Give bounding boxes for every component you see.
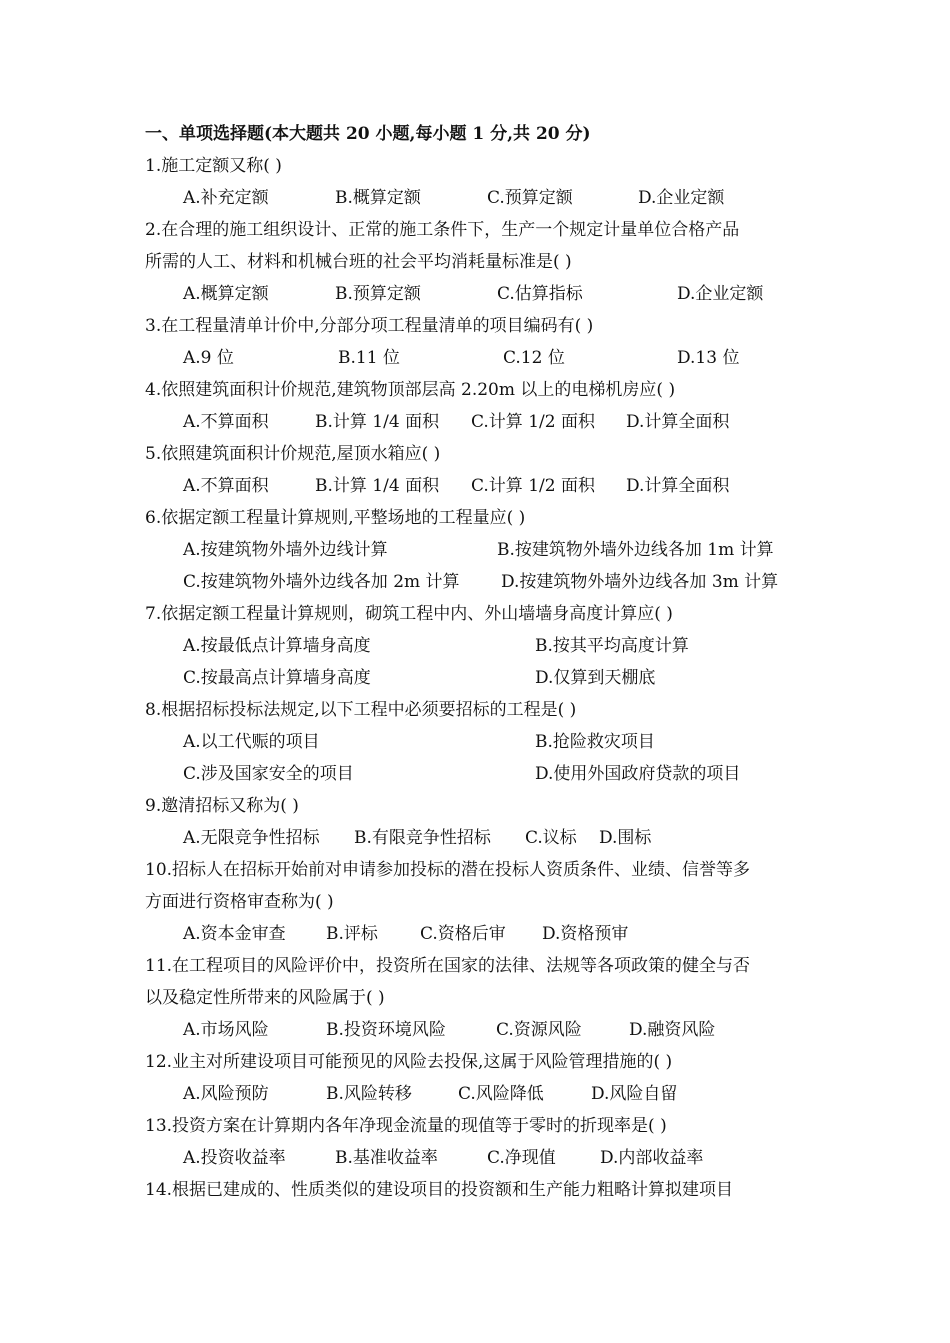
question-stem-line: 10.招标人在招标开始前对申请参加投标的潜在投标人资质条件、业绩、信誉等多 bbox=[145, 860, 751, 880]
options-row bbox=[145, 1142, 825, 1174]
options-row bbox=[145, 182, 825, 214]
question-1 bbox=[145, 150, 825, 214]
option-d: D.仅算到天棚底 bbox=[535, 668, 656, 688]
question-4 bbox=[145, 374, 825, 438]
question-11 bbox=[145, 950, 825, 1046]
question-stem-line: 2.在合理的施工组织设计、正常的施工条件下，生产一个规定计量单位合格产品 bbox=[145, 220, 740, 240]
options-row bbox=[145, 406, 825, 438]
option-b: B.按其平均高度计算 bbox=[535, 636, 689, 656]
option-c: C.按建筑物外墙外边线各加 2m 计算 bbox=[183, 572, 460, 592]
option-c: C.资源风险 bbox=[496, 1020, 582, 1040]
option-c: C.涉及国家安全的项目 bbox=[183, 764, 354, 784]
option-b: B.预算定额 bbox=[335, 284, 421, 304]
option-b: B.计算 1/4 面积 bbox=[315, 476, 440, 496]
options-row bbox=[145, 726, 825, 758]
options-row bbox=[145, 534, 825, 566]
option-b: B.投资环境风险 bbox=[326, 1020, 446, 1040]
question-9 bbox=[145, 790, 825, 854]
question-stem-line: 11.在工程项目的风险评价中，投资所在国家的法律、法规等各项政策的健全与否 bbox=[145, 956, 751, 976]
question-stem-line: 4.依照建筑面积计价规范,建筑物顶部层高 2.20m 以上的电梯机房应( ) bbox=[145, 380, 676, 400]
question-stem-line: 所需的人工、材料和机械台班的社会平均消耗量标准是( ) bbox=[145, 252, 572, 272]
question-3 bbox=[145, 310, 825, 374]
question-14 bbox=[145, 1174, 825, 1206]
option-a: A.不算面积 bbox=[183, 476, 269, 496]
option-b: B.计算 1/4 面积 bbox=[315, 412, 440, 432]
options-row bbox=[145, 470, 825, 502]
option-d: D.计算全面积 bbox=[626, 476, 730, 496]
option-b: B.风险转移 bbox=[326, 1084, 412, 1104]
question-13 bbox=[145, 1110, 825, 1174]
option-c: C.议标 bbox=[525, 828, 577, 848]
option-b: B.概算定额 bbox=[335, 188, 421, 208]
option-a: A.按建筑物外墙外边线计算 bbox=[183, 540, 388, 560]
question-10 bbox=[145, 854, 825, 950]
option-d: D.计算全面积 bbox=[626, 412, 730, 432]
option-b: B.基准收益率 bbox=[335, 1148, 438, 1168]
question-stem-line: 以及稳定性所带来的风险属于( ) bbox=[145, 988, 385, 1008]
option-b: B.有限竞争性招标 bbox=[354, 828, 491, 848]
option-a: A.以工代赈的项目 bbox=[183, 732, 320, 752]
option-c: C.净现值 bbox=[487, 1148, 556, 1168]
question-stem-line: 9.邀清招标又称为( ) bbox=[145, 796, 299, 816]
section-heading: 一、单项选择题(本大题共 20 小题,每小题 1 分,共 20 分) bbox=[145, 124, 591, 144]
option-d: D.企业定额 bbox=[677, 284, 764, 304]
option-a: A.概算定额 bbox=[183, 284, 269, 304]
question-stem-line: 8.根据招标投标法规定,以下工程中必须要招标的工程是( ) bbox=[145, 700, 577, 720]
question-stem-line: 14.根据已建成的、性质类似的建设项目的投资额和生产能力粗略计算拟建项目 bbox=[145, 1180, 734, 1200]
option-d: D.按建筑物外墙外边线各加 3m 计算 bbox=[501, 572, 779, 592]
option-c: C.预算定额 bbox=[487, 188, 573, 208]
options-row bbox=[145, 662, 825, 694]
question-stem-line: 1.施工定额又称( ) bbox=[145, 156, 282, 176]
option-a: A.风险预防 bbox=[183, 1084, 269, 1104]
question-12 bbox=[145, 1046, 825, 1110]
options-row bbox=[145, 1014, 825, 1046]
option-b: B.按建筑物外墙外边线各加 1m 计算 bbox=[497, 540, 774, 560]
option-b: B.抢险救灾项目 bbox=[535, 732, 655, 752]
question-5 bbox=[145, 438, 825, 502]
option-a: A.无限竞争性招标 bbox=[183, 828, 320, 848]
question-list bbox=[145, 150, 825, 1206]
question-2 bbox=[145, 214, 825, 310]
question-stem-line: 12.业主对所建设项目可能预见的风险去投保,这属于风险管理措施的( ) bbox=[145, 1052, 673, 1072]
option-c: C.风险降低 bbox=[458, 1084, 544, 1104]
option-a: A.补充定额 bbox=[183, 188, 269, 208]
option-d: D.资格预审 bbox=[542, 924, 629, 944]
options-row bbox=[145, 758, 825, 790]
question-8 bbox=[145, 694, 825, 790]
option-d: D.风险自留 bbox=[591, 1084, 678, 1104]
options-row bbox=[145, 1078, 825, 1110]
option-b: B.评标 bbox=[326, 924, 378, 944]
options-row bbox=[145, 630, 825, 662]
option-a: A.9 位 bbox=[183, 348, 234, 368]
option-c: C.估算指标 bbox=[497, 284, 583, 304]
option-c: C.12 位 bbox=[503, 348, 565, 368]
question-stem-line: 方面进行资格审查称为( ) bbox=[145, 892, 334, 912]
options-row bbox=[145, 342, 825, 374]
options-row bbox=[145, 566, 825, 598]
option-a: A.投资收益率 bbox=[183, 1148, 286, 1168]
question-stem-line: 3.在工程量清单计价中,分部分项工程量清单的项目编码有( ) bbox=[145, 316, 594, 336]
option-d: D.内部收益率 bbox=[600, 1148, 704, 1168]
option-c: C.计算 1/2 面积 bbox=[471, 412, 595, 432]
option-b: B.11 位 bbox=[338, 348, 400, 368]
option-a: A.资本金审查 bbox=[183, 924, 286, 944]
option-d: D.13 位 bbox=[677, 348, 740, 368]
option-d: D.使用外国政府贷款的项目 bbox=[535, 764, 741, 784]
question-stem-line: 7.依据定额工程量计算规则，砌筑工程中内、外山墙墙身高度计算应( ) bbox=[145, 604, 673, 624]
options-row bbox=[145, 822, 825, 854]
option-c: C.资格后审 bbox=[420, 924, 506, 944]
question-stem-line: 13.投资方案在计算期内各年净现金流量的现值等于零时的折现率是( ) bbox=[145, 1116, 667, 1136]
question-7 bbox=[145, 598, 825, 694]
option-a: A.市场风险 bbox=[183, 1020, 269, 1040]
options-row bbox=[145, 918, 825, 950]
options-row bbox=[145, 278, 825, 310]
option-d: D.企业定额 bbox=[638, 188, 725, 208]
question-stem-line: 6.依据定额工程量计算规则,平整场地的工程量应( ) bbox=[145, 508, 526, 528]
question-stem-line: 5.依照建筑面积计价规范,屋顶水箱应( ) bbox=[145, 444, 441, 464]
option-c: C.按最高点计算墙身高度 bbox=[183, 668, 371, 688]
option-d: D.融资风险 bbox=[629, 1020, 716, 1040]
option-a: A.按最低点计算墙身高度 bbox=[183, 636, 371, 656]
question-6 bbox=[145, 502, 825, 598]
option-c: C.计算 1/2 面积 bbox=[471, 476, 595, 496]
option-d: D.围标 bbox=[599, 828, 652, 848]
option-a: A.不算面积 bbox=[183, 412, 269, 432]
exam-page bbox=[145, 118, 825, 1206]
